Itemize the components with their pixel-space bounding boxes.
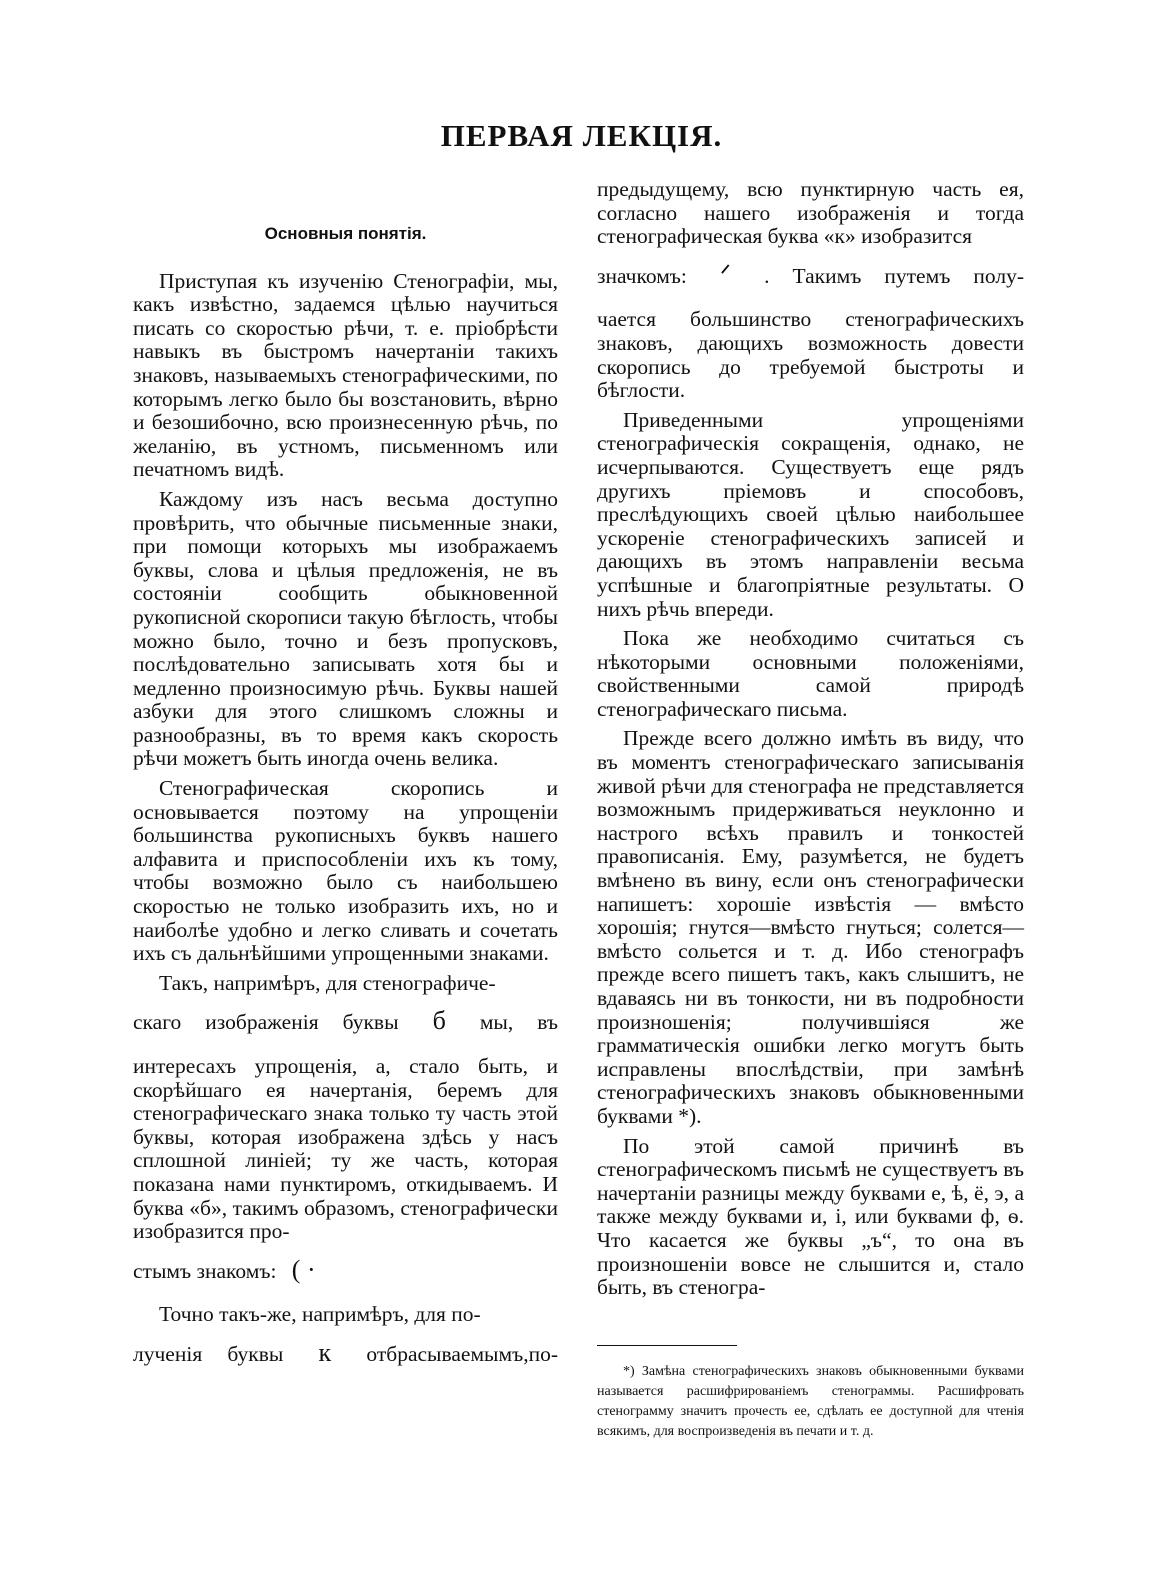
section-heading: Основныя понятія.: [264, 224, 427, 243]
page-title: ПЕРВАЯ ЛЕКЦІЯ.: [440, 118, 723, 153]
shorthand-sign-icon: ᐟ: [719, 259, 731, 289]
paragraph: Пока же необходимо считаться съ нѣкоторыми основными положеніями, свойственными самой природѣ стенографическаго письма.: [597, 626, 1024, 721]
right-column: [597, 178, 1024, 1306]
paragraph: Точно такъ-же, напримѣръ, для по-: [159, 1302, 481, 1327]
paragraph: Приведенными упрощеніями стенографическія сокращенія, однако, не исчерпываются. Существуетъ еще рядъ другихъ пріемовъ и способовъ, преслѣдующихъ своей цѣлью наибольшее ускореніе стенографическихъ записей и дающихъ въ этомъ направленіи весьма успѣшные и благопріятные результаты. О нихъ рѣчь впереди.: [597, 407, 1024, 621]
example-text: лученія буквы: [133, 1341, 284, 1366]
paragraph: Приступая къ изученію Стенографіи, мы, какъ извѣстно, задаемся цѣлью научиться писать со скоростью рѣчи, т. е. пріобрѣсти навыкъ въ быстромъ начертаніи такихъ знаковъ, называемыхъ стенографическими, по которымъ легко было бы возстановить, вѣрно и безошибочно, всю произнесенную рѣчь, по желанію, въ устномъ, письменномъ или печатномъ видѣ.: [133, 268, 558, 482]
example-line: [597, 259, 1025, 289]
paragraph: Прежде всего должно имѣть въ виду, что въ моментъ стенографическаго записыванія живой рѣчи для стенографа не представляется возможнымъ придерживаться неуклонно и настрого всѣхъ правилъ и тонкостей правописанія. Ему, разумѣется, не будетъ вмѣнено въ вину, если онъ стенографически напишетъ: хорошіе извѣстія — вмѣсто хорошія; гнутся—вмѣсто гнуться; солется—вмѣсто сольется и т. д. Ибо стенографъ прежде всего пишетъ такъ, какъ слышитъ, не вдаваясь ни въ тонкости, ни въ подробности произношенія; получившіяся же грамматическія ошибки легко могутъ быть исправлены впослѣдствіи, при замѣнѣ стенографическихъ знаковъ обыкновенными буквами *).: [597, 726, 1024, 1128]
paragraph: предыдущему, всю пунктирную часть ея, согласно нашего изображенія и тогда стенографическая буква «к» изобразится: [597, 177, 1024, 249]
example-text: скаго изображенія буквы: [133, 1010, 399, 1035]
letter-sample-icon: б: [432, 1006, 446, 1036]
example-text: значкомъ:: [597, 263, 687, 288]
letter-sample-icon: к: [318, 1337, 332, 1367]
footnote-text: *) Замѣна стенографическихъ знаковъ обыкновенными буквами называется расшифрированіемъ стенограммы. Расшифровать стенограмму значитъ прочесть ее, сдѣлать ее доступной для чтенія всякимъ, для воспроизведенія въ печати и т. д.: [597, 1364, 1024, 1439]
footnote: [597, 1362, 1024, 1442]
example-line: [133, 1254, 558, 1284]
footnote-divider: [597, 1345, 737, 1346]
paragraph: Такъ, напримѣръ, для стенографиче-: [159, 970, 496, 995]
shorthand-sign-icon: ( ·: [291, 1254, 316, 1284]
example-line: [133, 1337, 559, 1367]
example-line: [133, 1006, 559, 1036]
paragraph: интересахъ упрощенія, а, стало быть, и скорѣйшаго ея начертанія, беремъ для стенографическаго знака только ту часть этой буквы, которая изображена здѣсь у насъ сплошной линіей; ту же часть, которая показана нами пунктиромъ, откидываемъ. И буква «б», такимъ образомъ, стенографически изобразится про-: [133, 1054, 558, 1244]
example-text: . Такимъ путемъ полу-: [764, 263, 1025, 288]
example-text: мы, въ: [479, 1010, 559, 1035]
paragraph: Стенографическая скоропись и основывается поэтому на упрощеніи большинства рукописныхъ буквъ нашего алфавита и приспособленіи ихъ къ тому, чтобы возможно было съ наибольшею скоростью не только изобразить ихъ, но и наиболѣе удобно и легко сливать и сочетать ихъ съ дальнѣйшими упрощенными знаками.: [133, 776, 558, 966]
example-text: отбрасываемымъ,по-: [366, 1341, 559, 1366]
left-column: [133, 222, 558, 1387]
paragraph: Каждому изъ насъ весьма доступно провѣрить, что обычные письменные знаки, при помощи которыхъ мы изображаемъ буквы, слова и цѣлыя предложенія, не въ состояніи сообщить обыкновенной рукописной скорописи такую бѣглость, чтобы можно было, точно и безъ пропусковъ, послѣдовательно записывать хотя бы и медленно произносимую рѣчь. Буквы нашей азбуки для этого слишкомъ сложны и разнообразны, въ то время какъ скорость рѣчи можетъ быть иногда очень велика.: [133, 486, 558, 771]
example-text: стымъ знакомъ:: [133, 1258, 277, 1283]
paragraph: чается большинство стенографическихъ знаковъ, дающихъ возможность довести скоропись до требуемой быстроты и бѣглости.: [597, 307, 1024, 403]
paragraph: По этой самой причинѣ въ стенографическомъ письмѣ не существуетъ въ начертаніи разницы между буквами е, ѣ, ё, э, а также между буквами и, і, или буквами ф, ѳ. Что касается же буквы „ъ“, то она въ произношеніи вовсе не слышится и, стало быть, въ стеногра-: [597, 1133, 1024, 1300]
